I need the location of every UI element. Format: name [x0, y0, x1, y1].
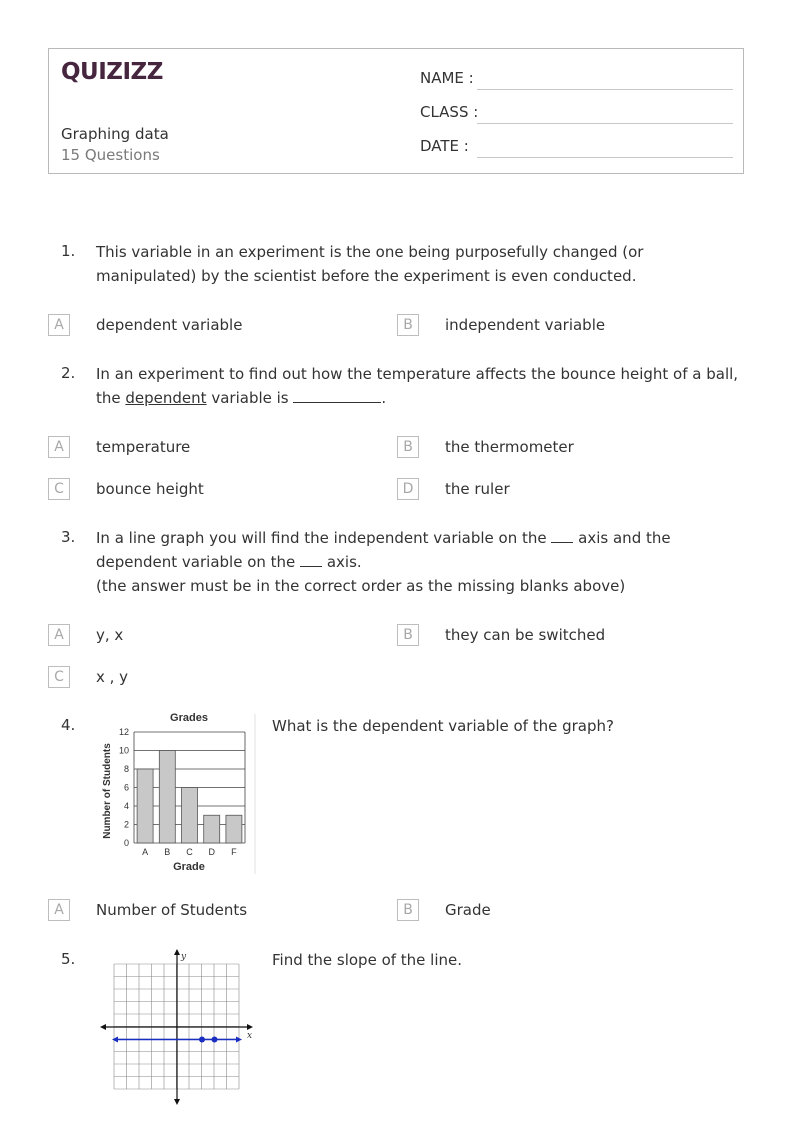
question-text: Find the slope of the line.: [272, 951, 463, 969]
y-tick-label: 0: [123, 838, 129, 848]
question-text: [96, 526, 746, 598]
option-text[interactable]: they can be switched: [445, 626, 606, 644]
x-tick-label: C: [186, 847, 193, 857]
option-letter-box[interactable]: B: [397, 624, 419, 646]
bar: [226, 815, 242, 843]
y-axis-arrow-down: [174, 1099, 180, 1105]
y-axis-arrow-up: [174, 949, 180, 955]
question-text-part: In an experiment to find out how the temperature affects the bounce height of a ball, the: [96, 365, 739, 407]
y-tick-label: 6: [123, 782, 129, 793]
x-tick-label: B: [164, 847, 171, 857]
option-text[interactable]: bounce height: [96, 480, 204, 498]
question-number: 2.: [61, 364, 76, 382]
option-letter-box[interactable]: A: [48, 624, 70, 646]
date-field[interactable]: [477, 157, 733, 158]
y-tick-label: 12: [118, 727, 129, 737]
question-text-part: variable is: [211, 389, 289, 407]
x-axis-label: Grade: [173, 861, 205, 873]
question-text: This variable in an experiment is the one being purposefully changed (or manipulated) by the scientist before the experiment is even conducted.: [96, 243, 644, 285]
option-letter-box[interactable]: A: [48, 436, 70, 458]
option-text[interactable]: independent variable: [445, 316, 606, 334]
bar: [204, 815, 220, 843]
question-text-part: axis and the dependent variable on the: [96, 529, 671, 571]
question-text: [96, 362, 746, 410]
quizizz-logo: QUIZIZZ: [61, 59, 163, 85]
worksheet-header: [48, 48, 744, 174]
class-label: CLASS :: [420, 103, 479, 121]
y-axis-label: Number of Students: [102, 743, 113, 839]
y-axis-label: y: [181, 952, 187, 962]
option-letter-box[interactable]: B: [397, 899, 419, 921]
bar: [137, 769, 153, 843]
option-text[interactable]: x , y: [96, 668, 129, 686]
bar: [159, 751, 175, 844]
y-tick-label: 4: [123, 801, 129, 811]
y-tick-label: 8: [123, 764, 129, 774]
x-tick-label: A: [142, 847, 149, 857]
option-text[interactable]: the ruler: [445, 480, 510, 498]
y-tick-label: 10: [118, 745, 129, 756]
x-axis-label: x: [247, 1031, 253, 1041]
question-text-part: In a line graph you will find the independent variable on the: [96, 529, 547, 547]
name-label: NAME :: [420, 69, 474, 87]
class-field[interactable]: [477, 123, 733, 124]
line-point: [199, 1037, 205, 1043]
grades-bar-chart: [96, 710, 260, 876]
date-label: DATE :: [420, 137, 469, 155]
name-field[interactable]: [477, 89, 733, 90]
answer-blank: [300, 565, 322, 567]
option-letter-box[interactable]: B: [397, 436, 419, 458]
question-text: What is the dependent variable of the graph?: [272, 717, 614, 735]
option-letter-box[interactable]: D: [397, 478, 419, 500]
chart-title: Grades: [170, 712, 208, 724]
question-number: 3.: [61, 528, 76, 546]
question-text-part: .: [381, 389, 387, 407]
worksheet-title: Graphing data: [61, 125, 169, 143]
bar: [182, 788, 198, 844]
y-tick-label: 2: [123, 819, 129, 830]
question-count: 15 Questions: [61, 146, 160, 164]
option-letter-box[interactable]: B: [397, 314, 419, 336]
question-number: 4.: [61, 716, 76, 734]
option-text[interactable]: dependent variable: [96, 316, 243, 334]
answer-blank: [551, 541, 573, 543]
coordinate-axes: [100, 949, 253, 1105]
option-text[interactable]: Number of Students: [96, 901, 248, 919]
option-text[interactable]: y, x: [96, 626, 124, 644]
question-text-part: axis.: [326, 553, 362, 571]
underlined-word: dependent: [125, 389, 207, 407]
option-letter-box[interactable]: A: [48, 314, 70, 336]
x-tick-labels: [142, 847, 237, 857]
question-number: 5.: [61, 950, 76, 968]
chart-bars: [137, 751, 242, 844]
option-text[interactable]: the thermometer: [445, 438, 574, 456]
option-text[interactable]: Grade: [445, 901, 491, 919]
option-letter-box[interactable]: C: [48, 478, 70, 500]
option-letter-box[interactable]: C: [48, 666, 70, 688]
answer-blank: [293, 401, 381, 403]
x-axis-arrow-left: [100, 1024, 106, 1030]
line-point: [212, 1037, 218, 1043]
line-arrow-left: [112, 1037, 118, 1043]
question-number: 1.: [61, 242, 76, 260]
y-tick-labels: [119, 727, 129, 848]
coordinate-graph: [96, 948, 260, 1108]
x-axis-arrow-right: [247, 1024, 253, 1030]
x-tick-label: F: [231, 847, 237, 857]
x-tick-label: D: [208, 847, 215, 857]
option-letter-box[interactable]: A: [48, 899, 70, 921]
option-text[interactable]: temperature: [96, 438, 191, 456]
question-text-part: (the answer must be in the correct order as the missing blanks above): [96, 577, 626, 595]
